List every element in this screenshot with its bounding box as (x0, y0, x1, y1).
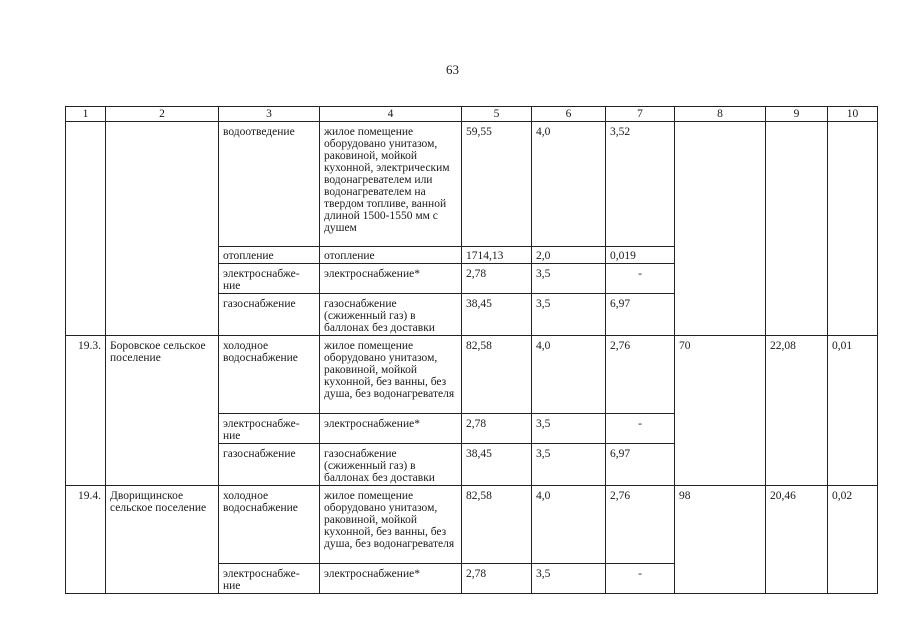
value-cell-7: 6,97 (606, 294, 675, 336)
value-cell-7: 3,52 (606, 122, 675, 247)
value-cell-8: 98 (675, 486, 766, 594)
value-cell-6: 3,5 (532, 264, 606, 294)
value-cell-6: 3,5 (532, 564, 606, 594)
value-cell-5: 38,45 (462, 294, 532, 336)
service-cell: электроснабже-ние (219, 564, 320, 594)
value-cell-7: 2,76 (606, 336, 675, 414)
tariff-table (65, 106, 878, 594)
column-number: 6 (532, 107, 606, 122)
row-id-cell: 19.3. (66, 336, 106, 486)
value-cell-7: 0,019 (606, 247, 675, 264)
value-cell-8: 70 (675, 336, 766, 486)
description-cell: электроснабжение* (320, 564, 462, 594)
description-cell: жилое помещение оборудовано унитазом, раковиной, мойкой кухонной, электрическим водонагревателем или водонагревателем на твердом топливе, ванной длиной 1500-1550 мм с душем (320, 122, 462, 247)
value-cell-6: 3,5 (532, 294, 606, 336)
description-cell: жилое помещение оборудовано унитазом, раковиной, мойкой кухонной, без ванны, без душа, без водонагревателя (320, 486, 462, 564)
value-cell-7: - (606, 414, 675, 444)
column-number: 9 (766, 107, 828, 122)
column-number: 4 (320, 107, 462, 122)
row-id-cell: 19.4. (66, 486, 106, 594)
service-cell: холодное водоснабжение (219, 486, 320, 564)
value-cell-5: 1714,13 (462, 247, 532, 264)
column-number: 1 (66, 107, 106, 122)
column-number: 7 (606, 107, 675, 122)
column-number: 2 (106, 107, 219, 122)
description-cell: газоснабжение (сжиженный газ) в баллонах без доставки (320, 444, 462, 486)
value-cell-6: 3,5 (532, 414, 606, 444)
value-cell-6: 3,5 (532, 444, 606, 486)
settlement-cell: Дворищинское сельское поселение (106, 486, 219, 594)
column-number-row (66, 107, 878, 122)
value-cell-6: 2,0 (532, 247, 606, 264)
settlement-cell (106, 122, 219, 336)
value-cell-9: 22,08 (766, 336, 828, 486)
service-cell: электроснабже-ние (219, 414, 320, 444)
value-cell-5: 82,58 (462, 486, 532, 564)
column-number: 10 (828, 107, 878, 122)
value-cell-7: - (606, 264, 675, 294)
value-cell-8 (675, 122, 766, 336)
value-cell-7: 2,76 (606, 486, 675, 564)
value-cell-6: 4,0 (532, 336, 606, 414)
description-cell: электроснабжение* (320, 414, 462, 444)
value-cell-10: 0,02 (828, 486, 878, 594)
value-cell-6: 4,0 (532, 486, 606, 564)
service-cell: газоснабжение (219, 444, 320, 486)
column-number: 3 (219, 107, 320, 122)
description-cell: отопление (320, 247, 462, 264)
service-cell: электроснабже-ние (219, 264, 320, 294)
value-cell-5: 2,78 (462, 414, 532, 444)
value-cell-5: 59,55 (462, 122, 532, 247)
value-cell-5: 38,45 (462, 444, 532, 486)
value-cell-5: 82,58 (462, 336, 532, 414)
table-row (66, 122, 878, 247)
value-cell-7: - (606, 564, 675, 594)
value-cell-7: 6,97 (606, 444, 675, 486)
service-cell: отопление (219, 247, 320, 264)
value-cell-10 (828, 122, 878, 336)
service-cell: газоснабжение (219, 294, 320, 336)
column-number: 8 (675, 107, 766, 122)
service-cell: водоотведение (219, 122, 320, 247)
value-cell-9: 20,46 (766, 486, 828, 594)
table-row (66, 336, 878, 414)
value-cell-5: 2,78 (462, 564, 532, 594)
value-cell-10: 0,01 (828, 336, 878, 486)
description-cell: газоснабжение (сжиженный газ) в баллонах без доставки (320, 294, 462, 336)
settlement-cell: Боровское сельское поселение (106, 336, 219, 486)
row-id-cell (66, 122, 106, 336)
description-cell: жилое помещение оборудовано унитазом, раковиной, мойкой кухонной, без ванны, без душа, без водонагревателя (320, 336, 462, 414)
page-number: 63 (446, 62, 459, 77)
service-cell: холодное водоснабжение (219, 336, 320, 414)
table-row (66, 486, 878, 564)
column-number: 5 (462, 107, 532, 122)
description-cell: электроснабжение* (320, 264, 462, 294)
value-cell-5: 2,78 (462, 264, 532, 294)
value-cell-6: 4,0 (532, 122, 606, 247)
value-cell-9 (766, 122, 828, 336)
